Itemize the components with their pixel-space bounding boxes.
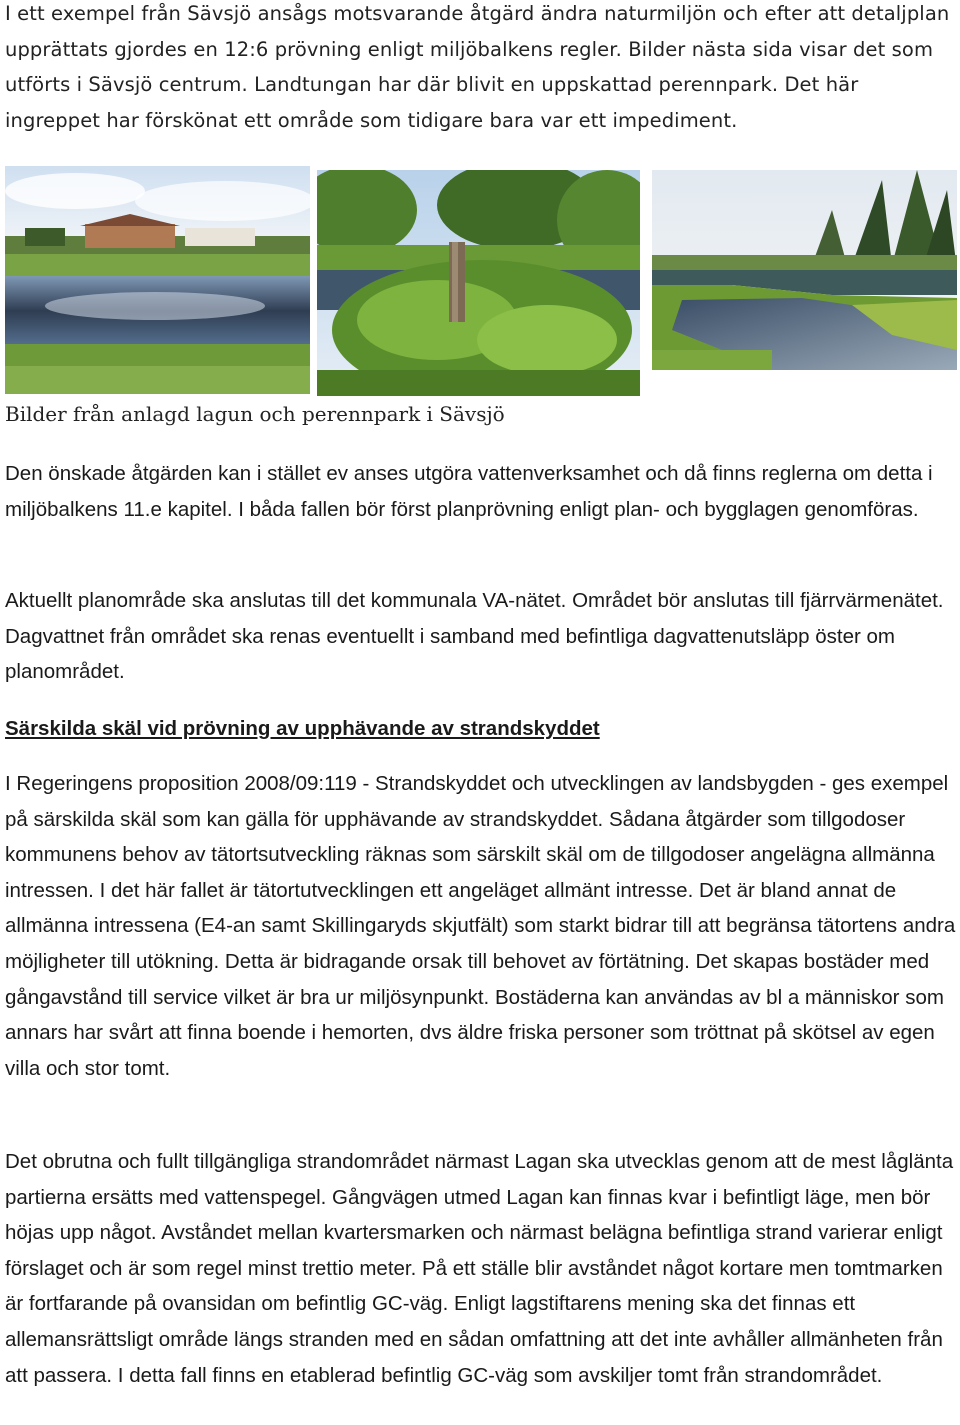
- paragraph-government-proposition: I Regeringens proposition 2008/09:119 - Strandskyddet och utvecklingen av landsbygden - ges exempel på särskilda skäl som kan gälla för upphävande av strandskyddet. Sådana åtgärder som tillgodoser kommunens behov av tätortsutveckling räknas som särskilt skäl om de tillgodoser angelägna allmänna intressen. I det här fallet är tätortutvecklingen ett angeläget allmänt intresse. Det är bland annat de allmänna intressena (E4-an samt Skillingaryds skjutfält) som starkt bidrar till att begränsa tätortens andra möjligheter till utökning. Detta är bidragande orsak till behovet av förtätning. Det skapas bostäder med gångavstånd till service vilket är bra ur miljösynpunkt. Bostäderna kan användas av bl a människor som annars har svårt att finna boende i hemorten, dvs äldre friska personer som tröttnat på skötsel av egen villa och stor tomt.: [5, 772, 956, 1080]
- section-heading: Särskilda skäl vid prövning av upphävande av strandskyddet: [5, 717, 600, 740]
- photo-caption: Bilder från anlagd lagun och perennpark i Sävsjö: [5, 402, 505, 426]
- paragraph-shore-area: Det obrutna och fullt tillgängliga strandområdet närmast Lagan ska utvecklas genom att de mest låglänta partierna ersätts med vattenspegel. Gångvägen utmed Lagan kan finnas kvar i befintligt läge, men bör höjas upp något. Avståndet mellan kvartersmarken och närmast belägna befintliga strand varierar enligt förslaget och är som regel minst trettio meter. På ett ställe blir avståndet något kortare men tomtmarken är fortfarande på ovansidan om befintlig GC-väg. Enligt lagstiftarens mening ska det finnas ett allemansrättsligt område längs stranden med en sådan omfattning att det inte avhåller allmänheten från att passera. I detta fall finns en etablerad befintlig GC-väg som avskiljer tomt från strandområdet.: [5, 1150, 954, 1387]
- photo-stream: [652, 170, 957, 370]
- photo-perennial-park: [317, 170, 640, 396]
- photo-lagoon-building: [5, 166, 310, 394]
- paragraph-va-network: Aktuellt planområde ska anslutas till det kommunala VA-nätet. Området bör anslutas till fjärrvärmenätet. Dagvattnet från området ska renas eventuellt i samband med befintliga dagvattenutsläpp öster om planområdet.: [5, 589, 944, 684]
- paragraph-water-activity: Den önskade åtgärden kan i stället ev anses utgöra vattenverksamhet och då finns reglerna om detta i miljöbalkens 11.e kapitel. I båda fallen bör först planprövning enligt plan- och bygglagen genomföras.: [5, 462, 933, 521]
- intro-paragraph: I ett exempel från Sävsjö ansågs motsvarande åtgärd ändra naturmiljön och efter att detaljplan upprättats gjordes en 12:6 prövning enligt miljöbalkens regler. Bilder nästa sida visar det som utförts i Sävsjö centrum. Landtungan har där blivit en uppskattad perennpark. Det här ingreppet har förskönat ett område som tidigare bara var ett impediment.: [5, 2, 950, 132]
